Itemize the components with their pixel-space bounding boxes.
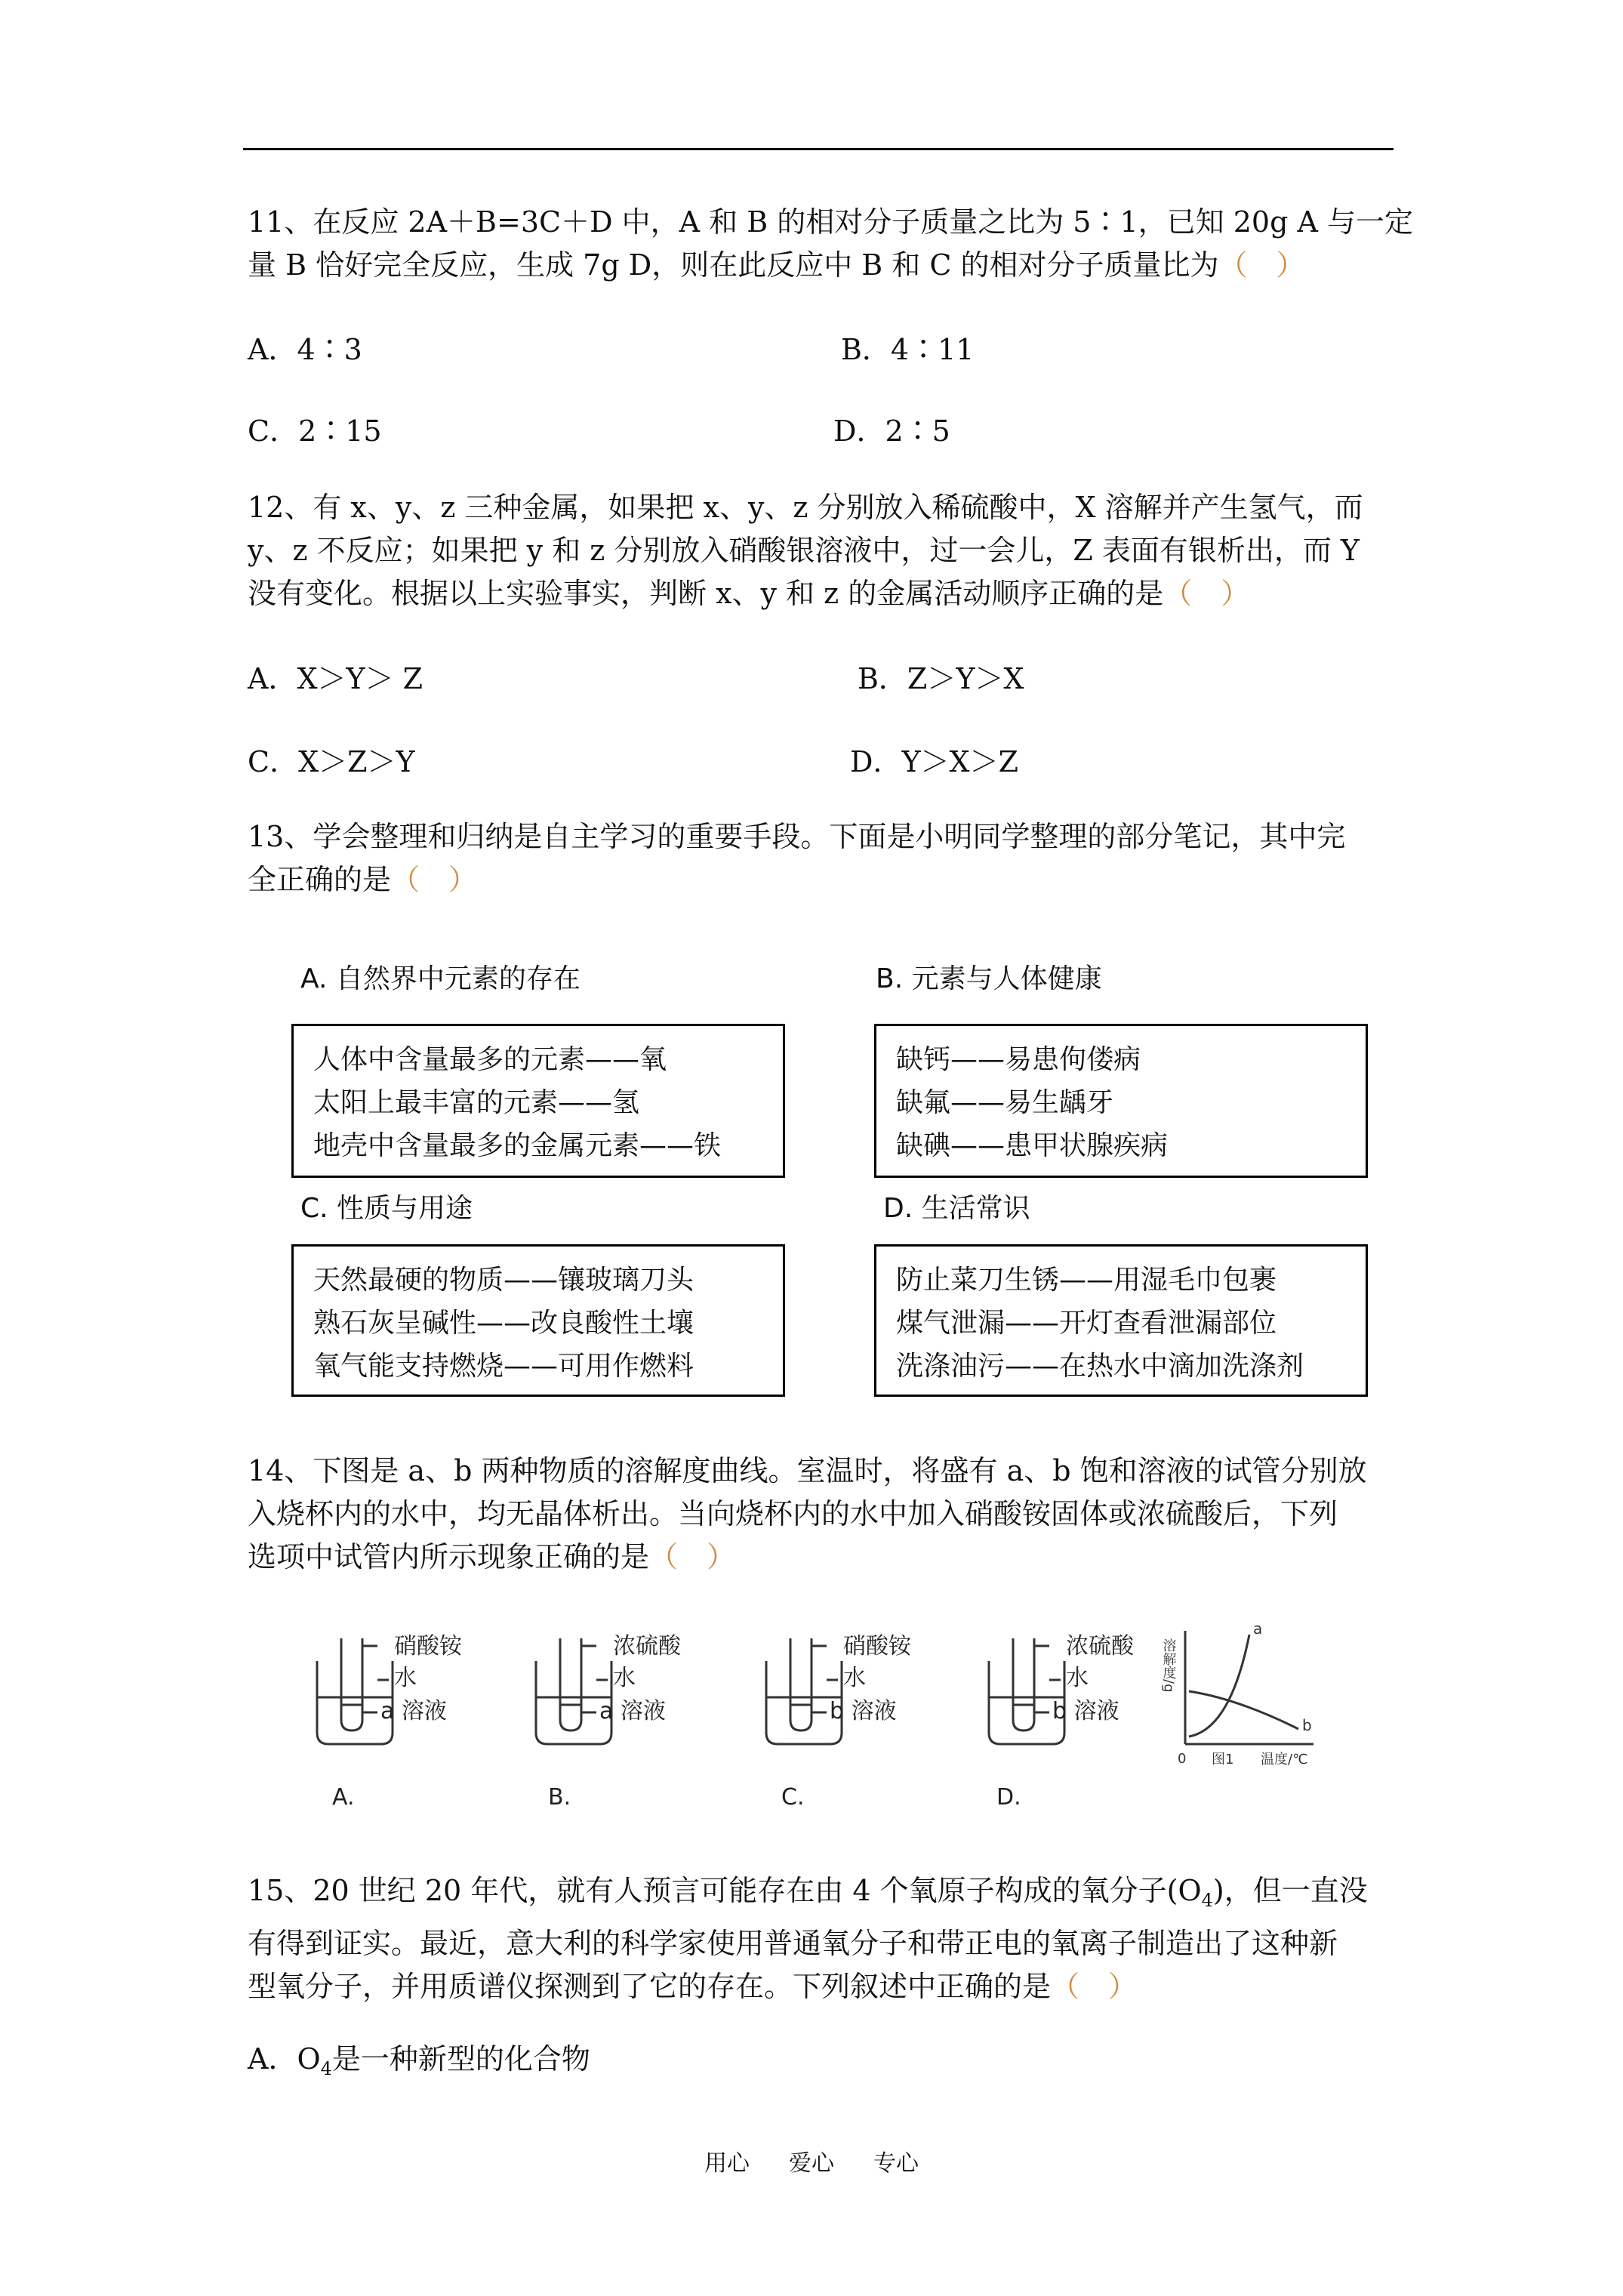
question-12: [248, 486, 1395, 615]
beaker-d-letter: D.: [996, 1784, 1021, 1811]
question-13: [248, 815, 1395, 901]
q12-option-a: A．X＞Y＞ Z: [248, 662, 423, 695]
subscript: 4: [1201, 1890, 1213, 1911]
q13-line-2-text: 全正确的是: [248, 863, 392, 896]
beaker-d-solution: b 溶液: [1052, 1698, 1119, 1724]
q13-box-c-title: C. 性质与用途: [300, 1193, 473, 1224]
q15-line-1-text: 15、20 世纪 20 年代，就有人预言可能存在由 4 个氧原子构成的氧分子(O: [248, 1874, 1202, 1907]
graph-curve-a-label: a: [1253, 1623, 1263, 1638]
question-15: [248, 1869, 1395, 2008]
beaker-d-diagram: [989, 1638, 1064, 1744]
beaker-b-letter: B.: [548, 1784, 571, 1811]
beaker-d-water: 水: [1066, 1665, 1089, 1691]
footer-word: 用心: [704, 2150, 750, 2177]
q15-option-a-tail: 是一种新型的化合物: [331, 2042, 590, 2076]
beaker-a-water: 水: [394, 1665, 417, 1691]
footer-word: 爱心: [789, 2150, 834, 2177]
beaker-c-diagram: [766, 1638, 842, 1744]
q14-line-3: [248, 1536, 1395, 1579]
q14-line-1: 14、下图是 a、b 两种物质的溶解度曲线。室温时，将盛有 a、b 饱和溶液的试管分别放: [248, 1454, 1367, 1487]
beaker-b-water: 水: [613, 1665, 636, 1691]
q15-option-a: [248, 2036, 590, 2079]
page-footer: [0, 2144, 1623, 2177]
q13-box-d: [874, 1244, 1368, 1397]
q11-line-2-text: 量 B 恰好完全反应，生成 7g D，则在此反应中 B 和 C 的相对分子质量比为: [248, 248, 1219, 282]
answer-paren: （ ）: [1218, 248, 1305, 282]
q13-box-b-title: B. 元素与人体健康: [876, 963, 1102, 994]
curve-a: [1189, 1635, 1249, 1737]
q14-line-2: 入烧杯内的水中，均无晶体析出。当向烧杯内的水中加入硝酸铵固体或浓硫酸后，下列: [248, 1497, 1338, 1530]
q13-box-d-title: D. 生活常识: [883, 1193, 1030, 1224]
q13-box-d-line: 煤气泄漏——开灯查看泄漏部位: [896, 1308, 1277, 1339]
q13-box-c: [291, 1244, 785, 1397]
beaker-a-reagent: 硝酸铵: [394, 1633, 462, 1660]
q15-option-a-text: A．O: [248, 2042, 321, 2076]
q13-box-a-line: 人体中含量最多的元素——氧: [313, 1044, 667, 1075]
q15-line-3: [248, 1965, 1395, 2008]
q11-option-a: A．4∶3: [248, 333, 362, 366]
q13-line-1: 13、学会整理和归纳是自主学习的重要手段。下面是小明同学整理的部分笔记，其中完: [248, 820, 1346, 853]
beaker-a-solution: a 溶液: [380, 1698, 447, 1724]
solubility-graph: [1185, 1631, 1313, 1744]
answer-paren: （ ）: [1163, 577, 1250, 610]
beaker-a-diagram: [317, 1638, 393, 1744]
q12-option-d: D．Y＞X＞Z: [850, 745, 1019, 778]
q13-line-2: [248, 858, 1395, 901]
q11-option-c: C．2∶15: [248, 415, 382, 448]
q13-box-a-title: A. 自然界中元素的存在: [300, 963, 581, 994]
q13-box-d-line: 防止菜刀生锈——用湿毛巾包裹: [896, 1265, 1277, 1296]
q14-figure: [287, 1623, 1359, 1820]
graph-caption: 图1: [1212, 1752, 1234, 1767]
q13-box-a: [291, 1024, 785, 1178]
header-rule: [243, 148, 1394, 150]
q13-box-a-line: 太阳上最丰富的元素——氢: [313, 1087, 640, 1118]
beaker-b-diagram: [536, 1638, 611, 1744]
q15-line-2: 有得到证实。最近，意大利的科学家使用普通氧分子和带正电的氧离子制造出了这种新: [248, 1927, 1338, 1960]
answer-paren: （ ）: [649, 1540, 736, 1573]
q15-line-1-tail: )，但一直没: [1212, 1874, 1368, 1907]
q15-line-3-text: 型氧分子，并用质谱仪探测到了它的存在。下列叙述中正确的是: [248, 1970, 1052, 2003]
q13-box-b-line: 缺钙——易患佝偻病: [896, 1044, 1141, 1075]
beaker-c-reagent: 硝酸铵: [843, 1633, 911, 1660]
q12-line-2: y、z 不反应；如果把 y 和 z 分别放入硝酸银溶液中，过一会儿，Z 表面有银析出，而 Y: [248, 534, 1360, 567]
q11-option-d: D．2∶5: [833, 415, 950, 448]
beaker-b-reagent: 浓硫酸: [613, 1633, 681, 1660]
beaker-c-water: 水: [843, 1665, 866, 1691]
q14-line-3-text: 选项中试管内所示现象正确的是: [248, 1540, 650, 1573]
graph-origin: 0: [1178, 1751, 1187, 1767]
curve-b: [1189, 1691, 1298, 1729]
answer-paren: （ ）: [1051, 1970, 1138, 2003]
beaker-c-letter: C.: [781, 1784, 805, 1811]
q13-box-c-line: 天然最硬的物质——镶玻璃刀头: [313, 1265, 694, 1296]
q12-option-c: C．X＞Z＞Y: [248, 745, 415, 778]
beaker-c-solution: b 溶液: [830, 1698, 897, 1724]
q13-box-a-line: 地壳中含量最多的金属元素——铁: [313, 1130, 722, 1161]
subscript: 4: [320, 2058, 332, 2079]
beaker-d-reagent: 浓硫酸: [1066, 1633, 1134, 1660]
q11-line-1: 11、在反应 2A＋B=3C＋D 中，A 和 B 的相对分子质量之比为 5∶1，已知 20g A 与一定: [248, 205, 1414, 239]
q13-box-b-line: 缺氟——易生龋牙: [896, 1087, 1114, 1118]
q12-line-3: [248, 572, 1395, 615]
q13-box-d-line: 洗涤油污——在热水中滴加洗涤剂: [896, 1351, 1304, 1382]
q13-box-c-line: 氧气能支持燃烧——可用作燃料: [313, 1351, 694, 1382]
answer-paren: （ ）: [391, 863, 478, 896]
q15-line-1: [248, 1869, 1395, 1922]
graph-xlabel: 温度/℃: [1261, 1752, 1308, 1767]
q13-box-c-line: 熟石灰呈碱性——改良酸性土壤: [313, 1308, 694, 1339]
q12-line-1: 12、有 x、y、z 三种金属，如果把 x、y、z 分别放入稀硫酸中，X 溶解并产生氢气，而: [248, 491, 1363, 524]
q11-option-b: B．4∶11: [841, 333, 975, 366]
q12-option-b: B．Z＞Y＞X: [858, 662, 1024, 695]
question-14: [248, 1450, 1395, 1579]
graph-curve-b-label: b: [1302, 1716, 1312, 1734]
q11-line-2: [248, 244, 1395, 287]
beaker-b-solution: a 溶液: [599, 1698, 666, 1724]
q12-line-3-text: 没有变化。根据以上实验事实，判断 x、y 和 z 的金属活动顺序正确的是: [248, 577, 1164, 610]
q13-box-b-line: 缺碘——患甲状腺疾病: [896, 1130, 1169, 1161]
q13-box-b: [874, 1024, 1368, 1178]
graph-ylabel: 溶解度/g: [1160, 1638, 1177, 1693]
beaker-a-letter: A.: [332, 1784, 355, 1811]
question-11: [248, 201, 1414, 287]
footer-word: 专心: [873, 2150, 919, 2177]
